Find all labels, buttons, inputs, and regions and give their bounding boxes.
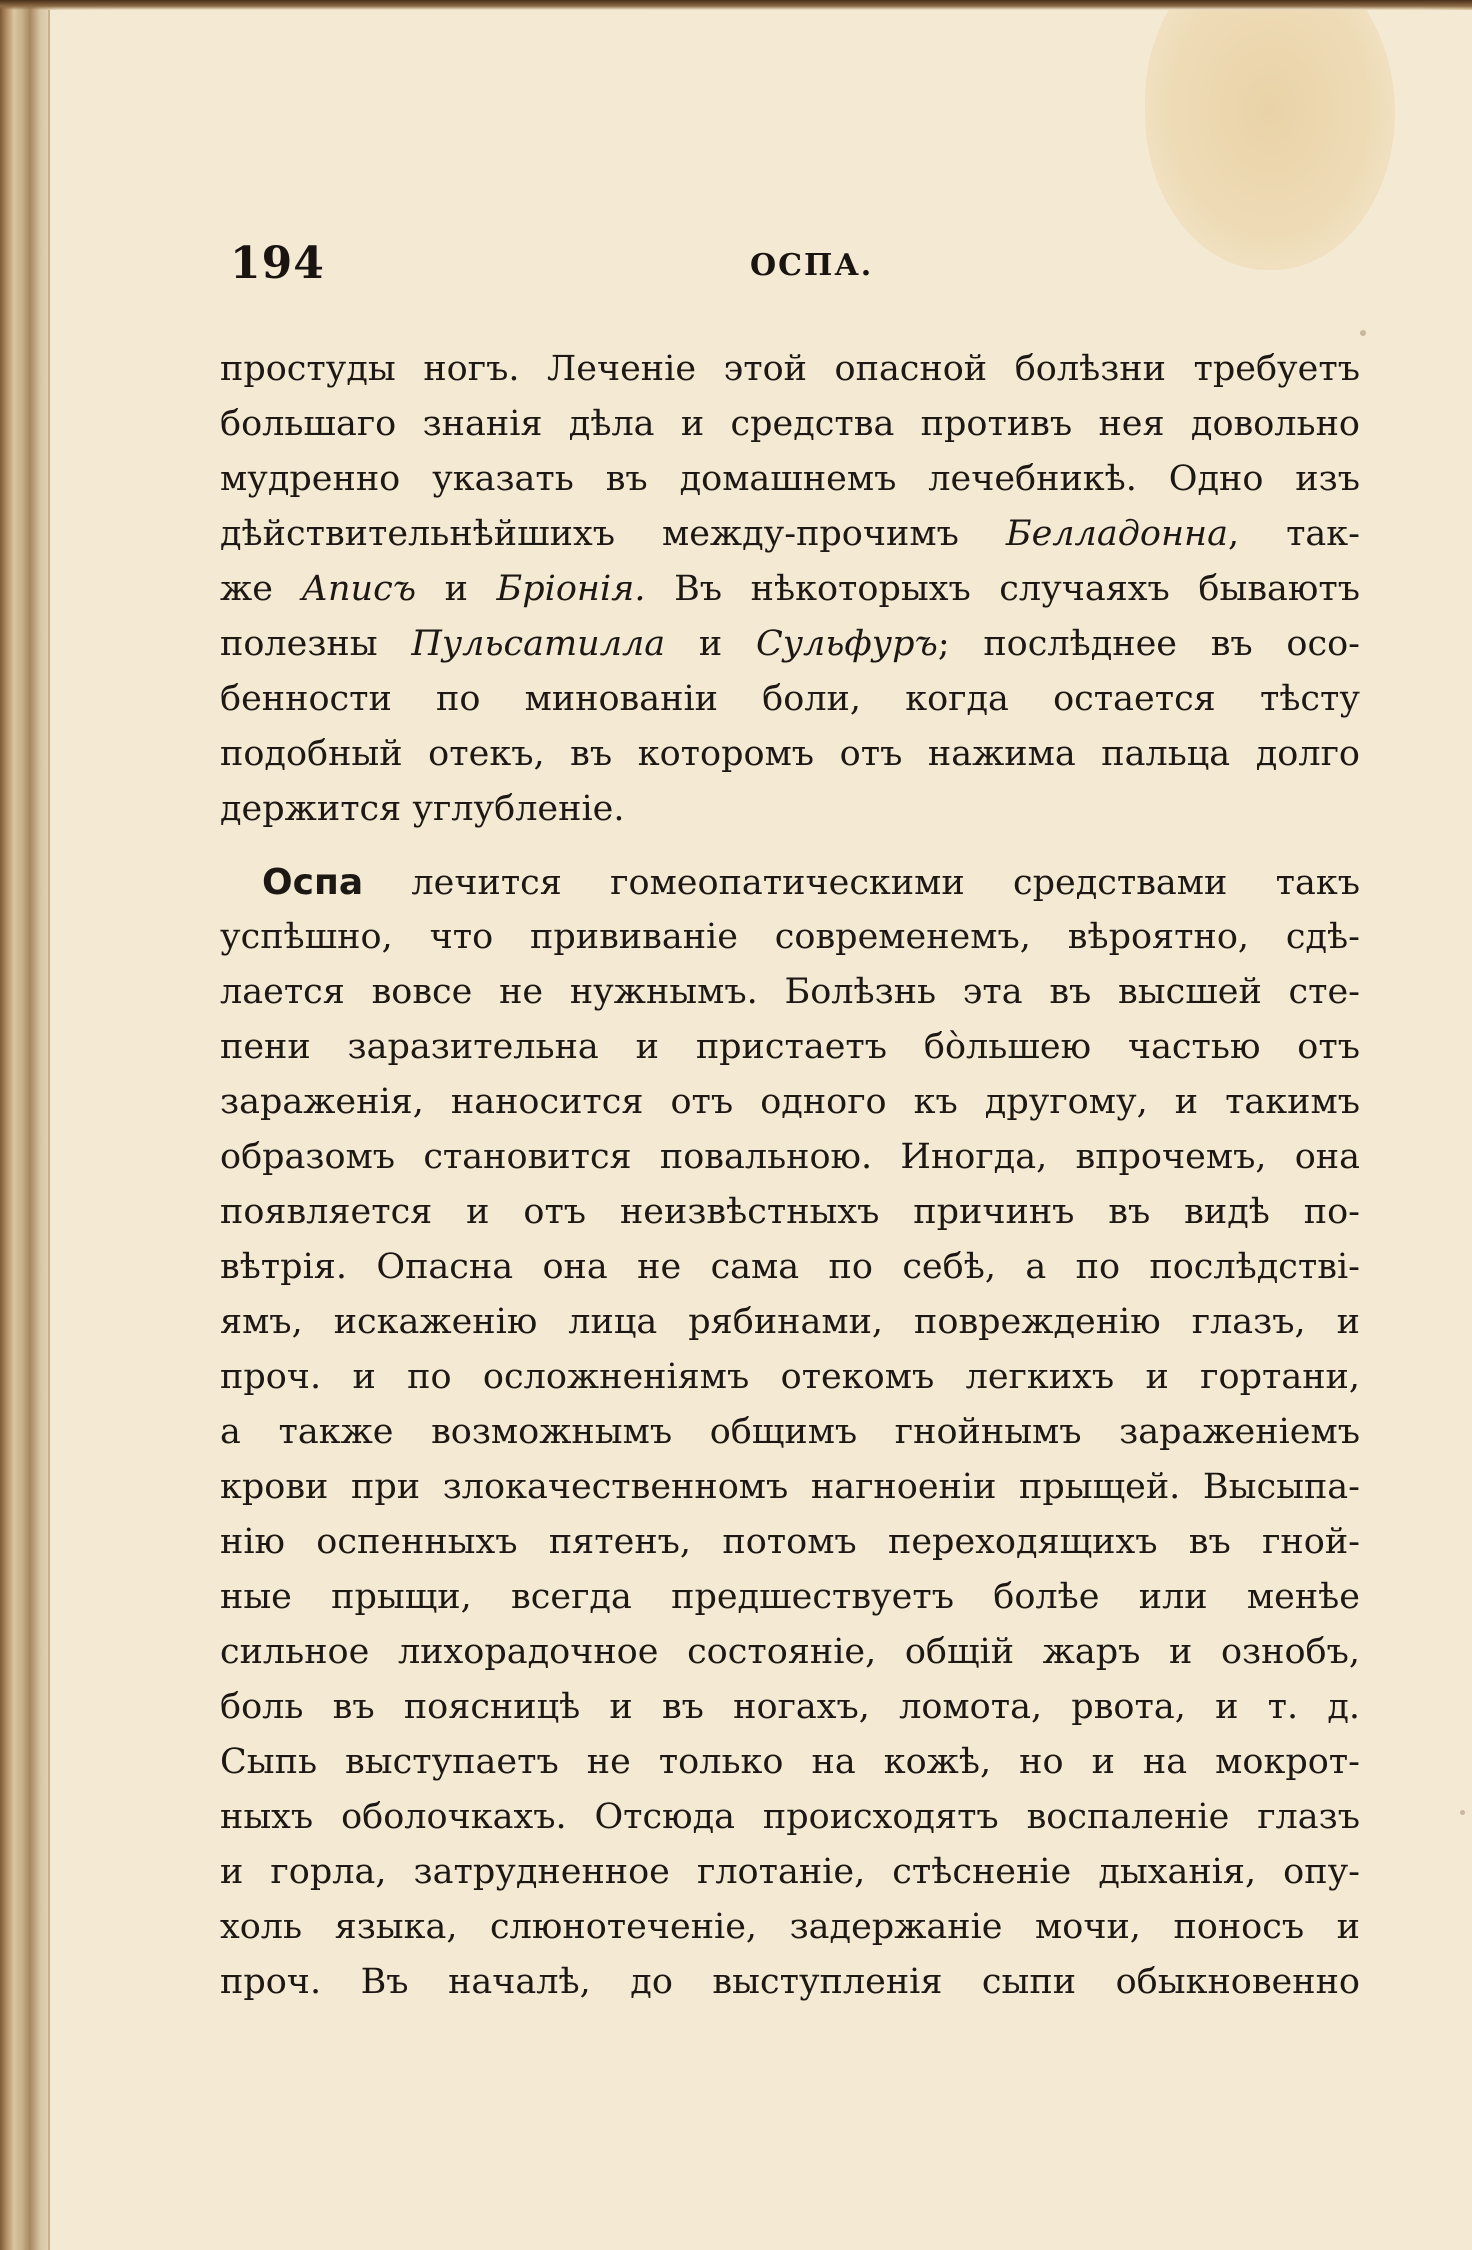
text-line <box>220 1735 1360 1790</box>
ink-speck <box>1360 330 1366 336</box>
text-run: образомъ становится повальною. Иногда, впрочемъ, она <box>220 1137 1360 1177</box>
text-line <box>220 672 1360 727</box>
paper-sheet <box>48 10 1472 2250</box>
text-run: Въ нѣкоторыхъ случаяхъ бываютъ <box>645 569 1360 609</box>
text-run: Сыпь выступаетъ не только на кожѣ, но и на мокрот- <box>220 1742 1360 1782</box>
text-line <box>220 1350 1360 1405</box>
text-run: полезны <box>220 624 412 664</box>
text-run: холь языка, слюнотеченіе, задержаніе мочи, поносъ и <box>220 1907 1360 1947</box>
text-line <box>220 562 1360 617</box>
text-line <box>220 1185 1360 1240</box>
text-line <box>220 1625 1360 1680</box>
water-stain <box>1145 10 1395 270</box>
text-run: ные прыщи, всегда предшествуетъ болѣе или менѣе <box>220 1577 1360 1617</box>
text-line <box>220 1020 1360 1075</box>
remedy-name: Пульсатилла <box>411 624 666 664</box>
text-run: успѣшно, что прививаніе современемъ, вѣроятно, сдѣ- <box>220 917 1360 957</box>
paragraph-gap <box>220 837 1360 855</box>
text-line <box>220 1460 1360 1515</box>
text-line <box>220 452 1360 507</box>
text-line <box>220 617 1360 672</box>
text-run: подобный отекъ, въ которомъ отъ нажима пальца долго <box>220 734 1360 774</box>
text-run: пени заразительна и пристаетъ бо̀льшею частью отъ <box>220 1027 1360 1067</box>
text-line <box>220 1075 1360 1130</box>
section-term: Оспа <box>262 862 364 903</box>
text-run: а также возможнымъ общимъ гнойнымъ зараженіемъ <box>220 1412 1360 1452</box>
text-line <box>220 727 1360 782</box>
remedy-name: Сульфуръ <box>755 624 938 664</box>
text-run: лается вовсе не нужнымъ. Болѣзнь эта въ высшей сте- <box>220 972 1360 1012</box>
running-head <box>230 238 1390 308</box>
text-run: большаго знанія дѣла и средства противъ нея довольно <box>220 404 1360 444</box>
text-run: нію оспенныхъ пятенъ, потомъ переходящихъ въ гной- <box>220 1522 1360 1562</box>
text-run: бенности по минованіи боли, когда остается тѣсту <box>220 679 1360 719</box>
text-line <box>220 1790 1360 1845</box>
text-run: мудренно указать въ домашнемъ лечебникѣ. Одно изъ <box>220 459 1360 499</box>
text-run: простуды ногъ. Леченіе этой опасной болѣзни требуетъ <box>220 349 1360 389</box>
text-line <box>220 1405 1360 1460</box>
text-line <box>220 1845 1360 1900</box>
text-line <box>220 1515 1360 1570</box>
text-line <box>220 1900 1360 1955</box>
remedy-name: Бріонія. <box>496 569 646 609</box>
text-run: ныхъ оболочкахъ. Отсюда происходятъ воспаленіе глазъ <box>220 1797 1360 1837</box>
text-run: боль въ поясницѣ и въ ногахъ, ломота, рвота, и т. д. <box>220 1687 1360 1727</box>
text-run: держится углубленіе. <box>220 789 625 829</box>
text-run: , так- <box>1227 514 1360 554</box>
text-line <box>220 1295 1360 1350</box>
text-run: появляется и отъ неизвѣстныхъ причинъ въ видѣ по- <box>220 1192 1360 1232</box>
text-run: и горла, затрудненное глотаніе, стѣсненіе дыханія, опу- <box>220 1852 1360 1892</box>
text-run: и <box>665 624 756 664</box>
text-run: крови при злокачественномъ нагноеніи прыщей. Высыпа- <box>220 1467 1360 1507</box>
text-run: ; послѣднее въ осо- <box>937 624 1360 664</box>
text-run: дѣйствительнѣйшихъ между-прочимъ <box>220 514 1006 554</box>
text-run: сильное лихорадочное состояніе, общій жаръ и ознобъ, <box>220 1632 1360 1672</box>
text-run: ямъ, искаженію лица рябинами, поврежденію глазъ, и <box>220 1302 1360 1342</box>
text-line <box>220 782 1360 837</box>
text-line <box>220 965 1360 1020</box>
text-run: и <box>416 569 497 609</box>
text-run: проч. и по осложненіямъ отекомъ легкихъ и гортани, <box>220 1357 1360 1397</box>
running-title: ОСПА. <box>750 248 874 283</box>
text-line <box>220 342 1360 397</box>
text-line <box>220 855 1360 910</box>
page-top-edge <box>0 0 1472 10</box>
text-line <box>220 1240 1360 1295</box>
text-run: проч. Въ началѣ, до выступленія сыпи обыкновенно <box>220 1962 1360 2002</box>
text-run: лечится гомеопатическими средствами такъ <box>363 863 1360 903</box>
page-number: 194 <box>230 238 325 289</box>
body-text <box>220 342 1360 2010</box>
text-line <box>220 1570 1360 1625</box>
ink-speck <box>1460 1810 1465 1815</box>
text-line <box>220 1680 1360 1735</box>
text-line <box>220 910 1360 965</box>
text-run: вѣтрія. Опасна она не сама по себѣ, а по послѣдстві- <box>220 1247 1360 1287</box>
text-line <box>220 397 1360 452</box>
text-line <box>220 507 1360 562</box>
text-line <box>220 1955 1360 2010</box>
text-run: зараженія, наносится отъ одного къ другому, и такимъ <box>220 1082 1360 1122</box>
text-line <box>220 1130 1360 1185</box>
remedy-name: Белладонна <box>1005 514 1228 554</box>
text-run: же <box>220 569 302 609</box>
remedy-name: Аписъ <box>301 569 417 609</box>
